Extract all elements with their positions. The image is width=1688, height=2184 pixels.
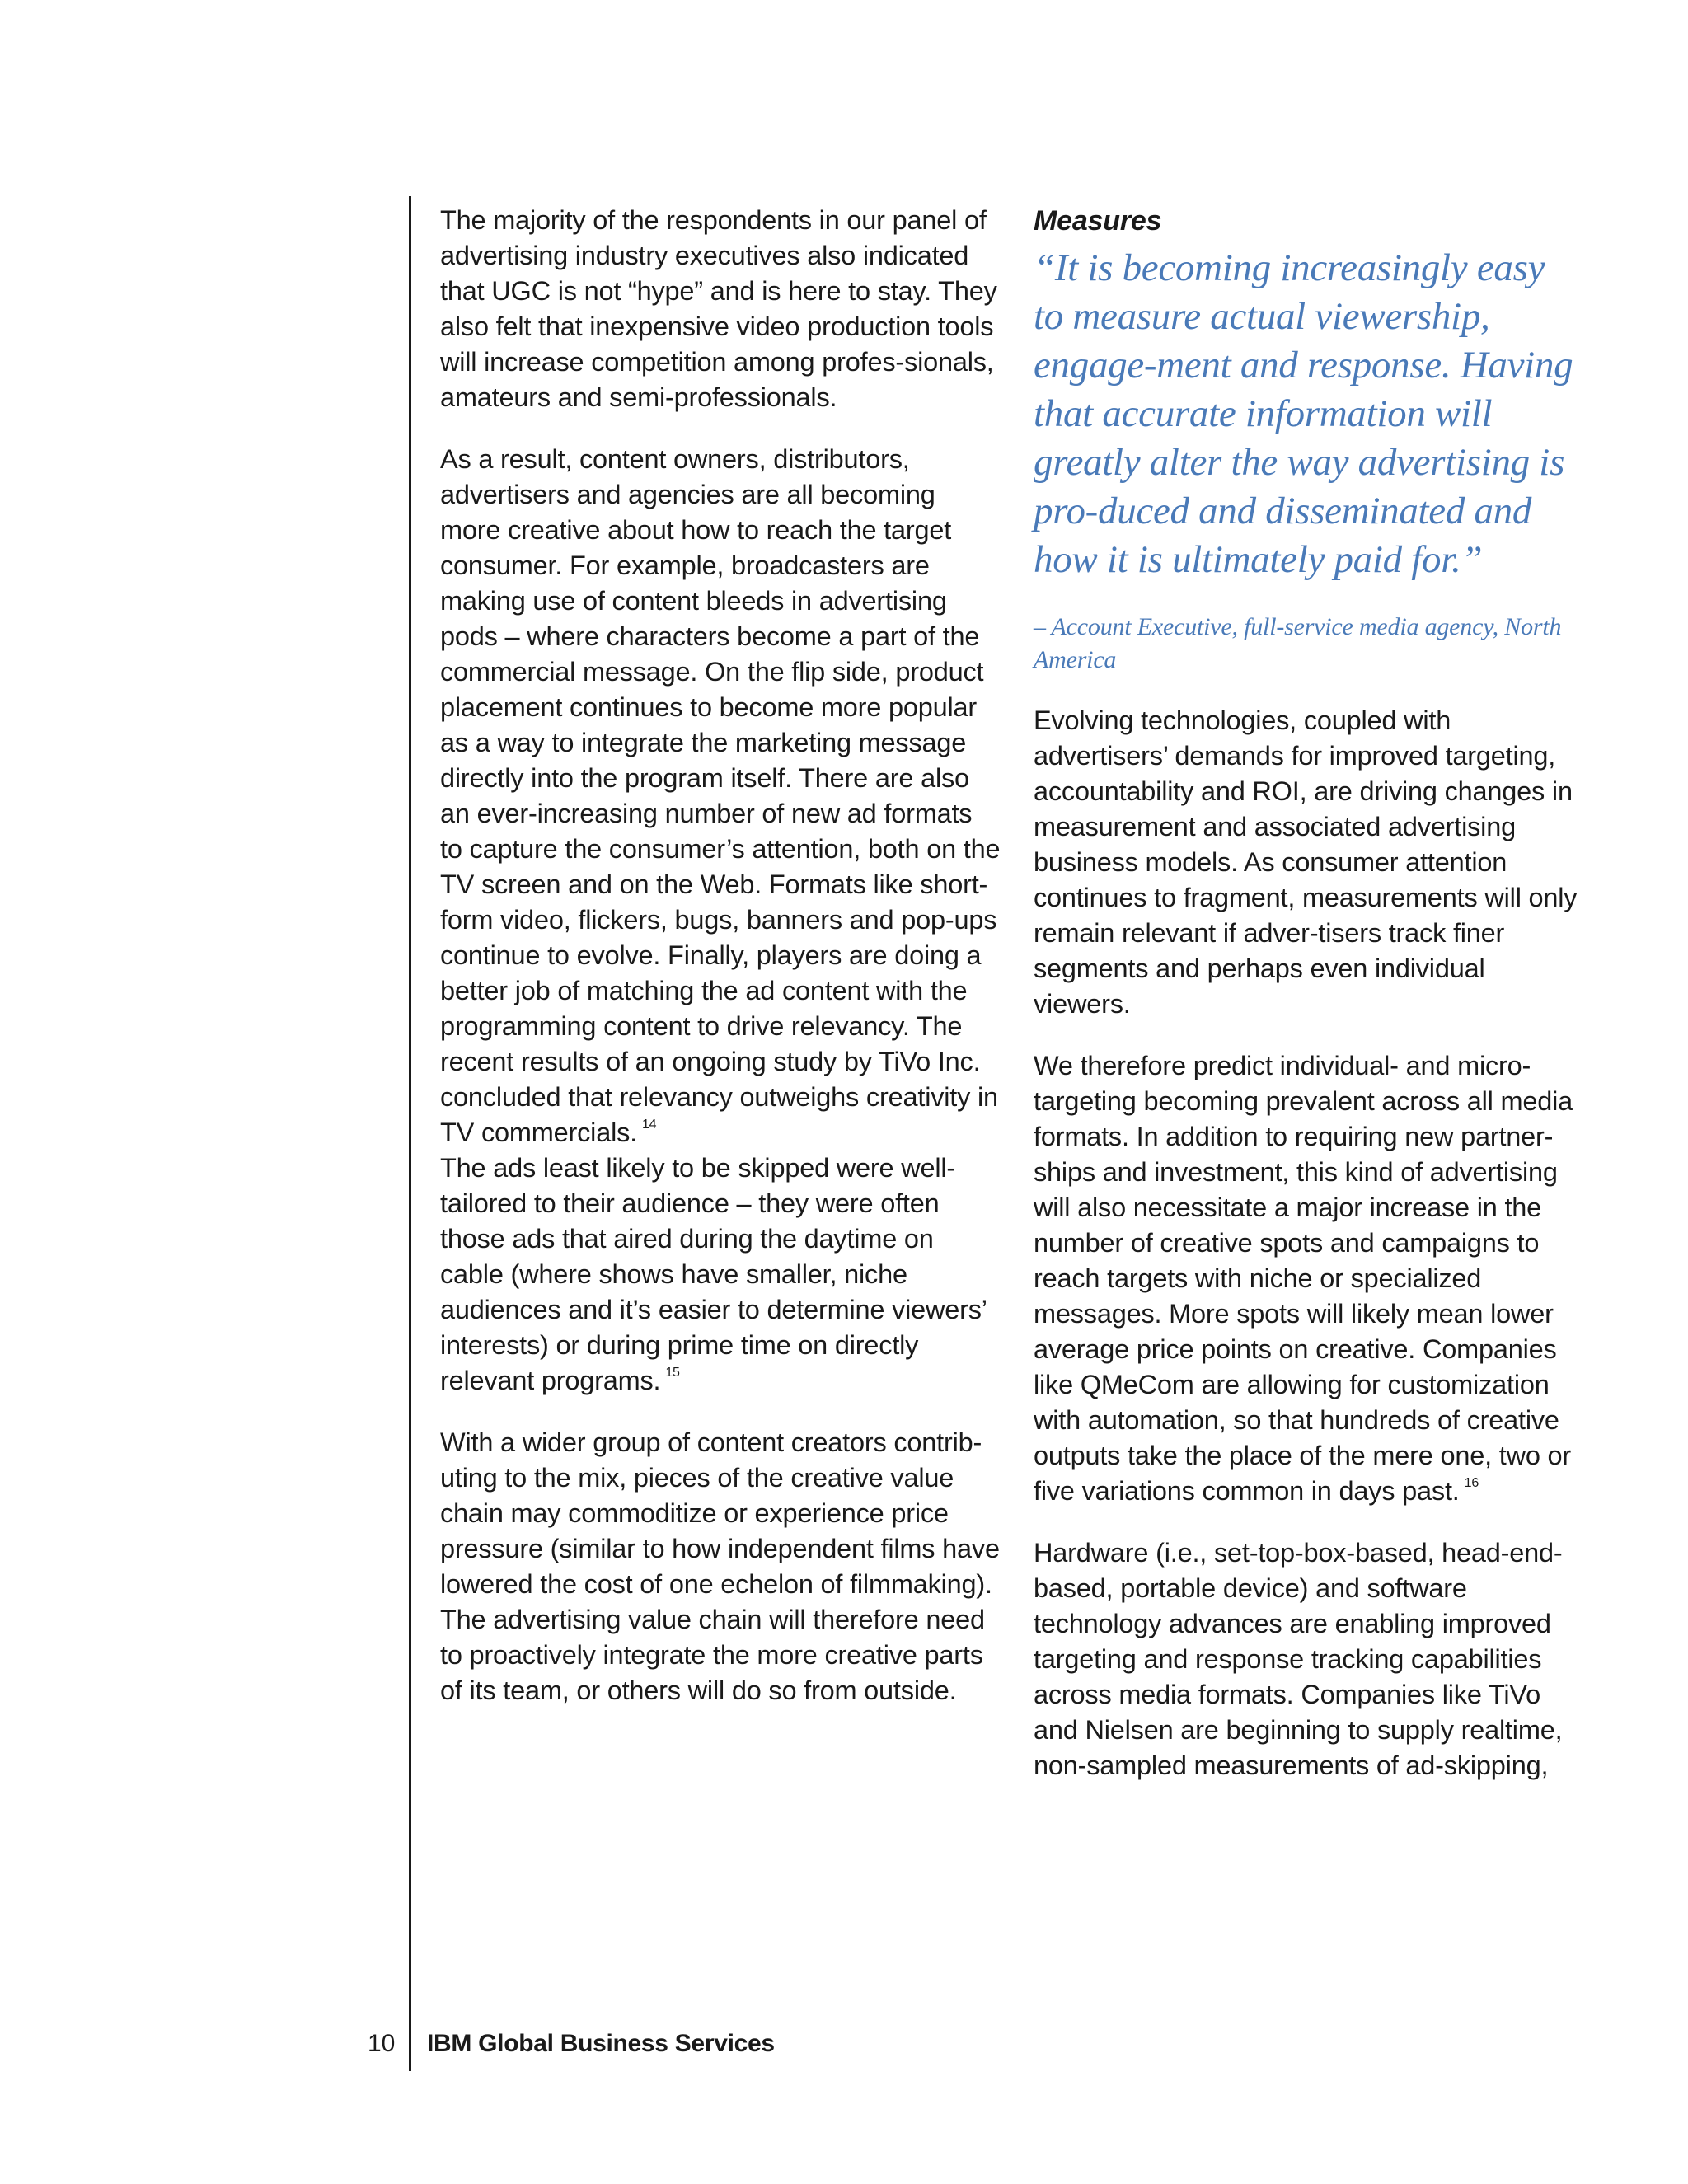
pull-quote: “It is becoming increasingly easy to measure actual viewership, engage-ment and response. Having that accurate information will greatly alter the way advertising is pro-duced and disseminated and how it is ultimately paid for.”: [1034, 246, 1573, 581]
quote-attribution: – Account Executive, full-service media agency, North America: [1034, 613, 1562, 673]
paragraph-creative-reach: [440, 442, 1001, 1151]
footer-title: IBM Global Business Services: [427, 2030, 775, 2057]
paragraph-creative-reach-text: As a result, content owners, distributors, advertisers and agencies are all becoming more creative about how to reach the target consumer. For example, broadcasters are making use of content bleeds in advertising pods – where characters become a part of the commercial message. On the flip side, product placement continues to become more popular as a way to integrate the marketing message directly into the program itself. There are also an ever-increasing number of new ad formats to capture the consumer’s attention, both on the TV screen and on the Web. Formats like short-form video, flickers, bugs, banners and pop-ups continue to evolve. Finally, players are doing a better job of matching the ad content with the programming content to drive relevancy. The recent results of an ongoing study by TiVo Inc. concluded that relevancy outweighs creativity in TV commercials.: [440, 444, 1001, 1147]
paragraph-value-chain: With a wider group of content creators contrib-uting to the mix, pieces of the creative value chain may commoditize or experience price pressure (similar to how independent films have lowered the cost of one echelon of filmmaking). The advertising value chain will therefore need to proactively integrate the more creative parts of its team, or others will do so from outside.: [440, 1427, 1000, 1705]
section-heading: Measures: [1034, 205, 1162, 237]
footnote-ref-14: 14: [641, 1118, 657, 1132]
right-column: [1034, 203, 1578, 1810]
paragraph-micro-targeting: [1034, 1048, 1578, 1509]
paragraph-ugc: The majority of the respondents in our panel of advertising industry executives also indicated that UGC is not “hype” and is here to stay. They also felt that inexpensive video production tools will increase competition among profes-sionals, amateurs and semi-professionals.: [440, 205, 997, 412]
paragraph-hardware: Hardware (i.e., set-top-box-based, head-end-based, portable device) and software technology advances are enabling improved targeting and response tracking capabilities across media formats. Companies like TiVo and Nielsen are beginning to supply realtime, non-sampled measurements of ad-skipping,: [1034, 1538, 1563, 1780]
paragraph-micro-targeting-text: We therefore predict individual- and micro-targeting becoming prevalent across all media formats. In addition to requiring new partner-ships and investment, this kind of advertising will also necessitate a major increase in the number of creative spots and campaigns to reach targets with niche or specialized messages. More spots will likely mean lower average price points on creative. Companies like QMeCom are allowing for customization with automation, so that hundreds of creative outputs take the place of the mere one, two or five variations common in days past.: [1034, 1051, 1573, 1506]
paragraph-evolving-tech: Evolving technologies, coupled with advertisers’ demands for improved targeting, accountability and ROI, are driving changes in measurement and associated advertising business models. As consumer attention continues to fragment, measurements will only remain relevant if adver-tisers track finer segments and perhaps even individual viewers.: [1034, 705, 1578, 1019]
footnote-ref-16: 16: [1464, 1476, 1479, 1491]
footnote-ref-15: 15: [665, 1366, 680, 1380]
paragraph-ads-skipped: [440, 1151, 1001, 1399]
paragraph-ads-skipped-text: The ads least likely to be skipped were well-tailored to their audience – they were often those ads that aired during the daytime on cable (where shows have smaller, niche audiences and it’s easier to determine viewers’ interests) or during prime time on directly relevant programs.: [440, 1153, 987, 1395]
left-column: [440, 203, 1001, 1735]
vertical-rule: [409, 196, 411, 2071]
page-number: 10: [368, 2030, 396, 2057]
